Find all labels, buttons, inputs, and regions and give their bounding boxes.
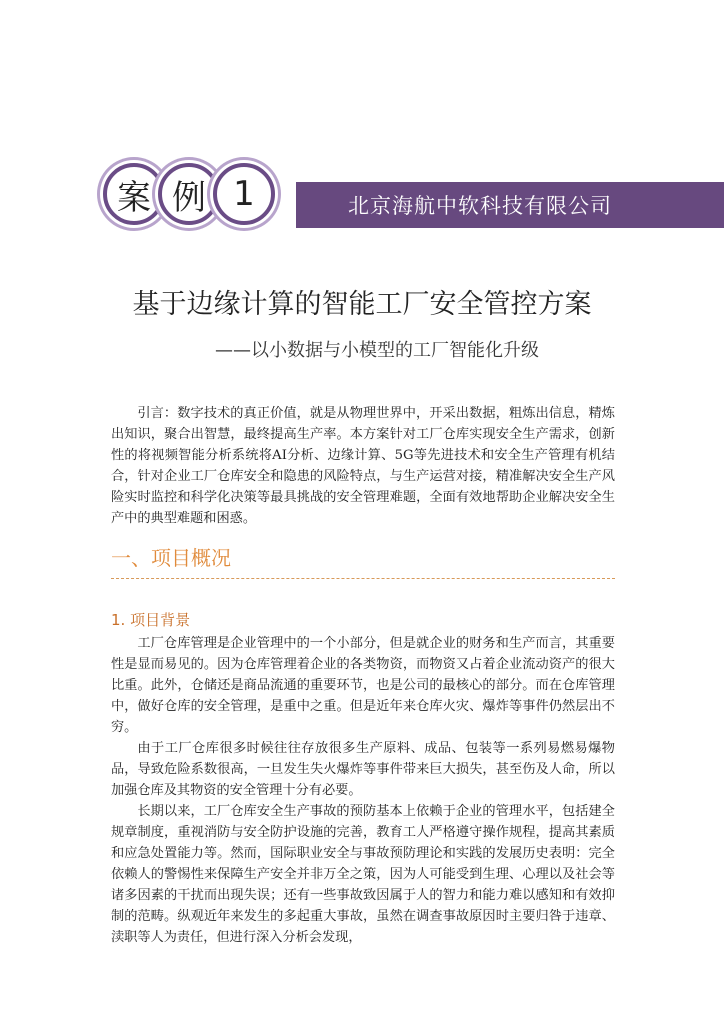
case-char: 案 xyxy=(117,177,151,218)
case-char: 例 xyxy=(172,177,206,218)
subsection-heading: 1. 项目背景 xyxy=(111,611,191,629)
page-title: 基于边缘计算的智能工厂安全管控方案 xyxy=(132,289,592,320)
intro-paragraph: 引言：数字技术的真正价值，就是从物理世界中，开采出数据，粗炼出信息，精炼出知识，聚合出智慧，最终提高生产率。本方案针对工厂仓库实现安全生产需求，创新性的将视频智能分析系统将AI分析、边缘计算、5G等先进技术和安全生产管理有机结合，针对企业工厂仓库安全和隐患的风险特点，与生产运营对接，精准解决安全生产风险实时监控和科学化决策等最具挑战的安全管理难题，全面有效地帮助企业解决安全生产中的典型难题和困惑。 xyxy=(111,406,615,526)
case-char-circle xyxy=(103,163,165,225)
company-name: 北京海航中软科技有限公司 xyxy=(348,194,612,218)
case-char-circle xyxy=(158,163,220,225)
case-number: 1 xyxy=(233,174,255,214)
body-paragraph: 由于工厂仓库很多时候往往存放很多生产原料、成品、包装等一系列易燃易爆物品，导致危险系数很高，一旦发生失火爆炸等事件带来巨大损失，甚至伤及人命，所以加强仓库及其物资的安全管理十分有必要。 xyxy=(111,741,615,798)
section-heading: 一、项目概况 xyxy=(111,546,231,570)
section-divider xyxy=(111,578,615,579)
body-paragraph: 工厂仓库管理是企业管理中的一个小部分，但是就企业的财务和生产而言，其重要性是显而易见的。因为仓库管理着企业的各类物资，而物资又占着企业流动资产的很大比重。此外，仓储还是商品流通的重要环节，也是公司的最核心的部分。而在仓库管理中，做好仓库的安全管理，是重中之重。但是近年来仓库火灾、爆炸等事件仍然层出不穷。 xyxy=(111,636,615,735)
case-banner xyxy=(0,0,724,260)
case-number-circle xyxy=(213,163,275,225)
page-subtitle: ——以小数据与小模型的工厂智能化升级 xyxy=(215,340,539,361)
body-paragraph: 长期以来，工厂仓库安全生产事故的预防基本上依赖于企业的管理水平，包括建全规章制度，重视消防与安全防护设施的完善，教育工人严格遵守操作规程，提高其素质和应急处置能力等。然而，国际职业安全与事故预防理论和实践的发展历史表明：完全依赖人的警惕性来保障生产安全并非万全之策，因为人可能受到生理、心理以及社会等诸多因素的干扰而出现失误；还有一些事故致因属于人的智力和能力难以感知和有效抑制的范畴。纵观近年来发生的多起重大事故，虽然在调查事故原因时主要归咎于违章、渎职等人为责任，但进行深入分析会发现， xyxy=(111,804,615,945)
company-bar xyxy=(296,182,724,228)
